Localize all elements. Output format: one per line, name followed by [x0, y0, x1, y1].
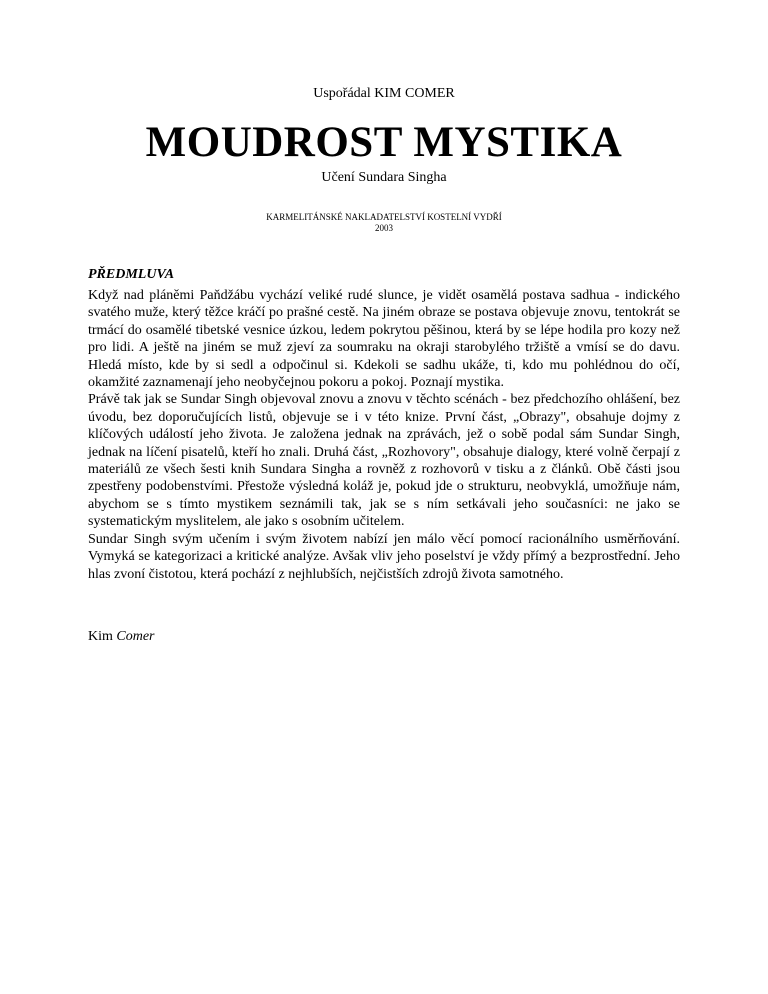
foreword-paragraph-1: Když nad pláněmi Paňdžábu vychází veliké rudé slunce, je vidět osamělá postava sadhua - indického svatého muže, který těžce kráčí po prašné cestě. Na jiném obraze se postava objevuje znovu, tentokrát se trmácí do osamělé tibetské vesnice úzkou, ledem pokrytou pěšinou, která by se lépe hodila pro kozy než pro lidi. A ještě na jiném se muž zjeví za soumraku na okraji starobylého tržiště a vmísí se do davu. Hledá místo, kde by si sedl a odpočinul si. Kdekoli se sadhu ukáže, ti, kdo mu pohlédnou do očí, okamžité zaznamenají jeho neobyčejnou pokoru a pokoj. Poznají mystika. — [88, 288, 680, 391]
signature-first-name: Kim — [88, 629, 113, 644]
signature-surname: Comer — [116, 629, 155, 644]
publisher-name: KARMELITÁNSKÉ NAKLADATELSTVÍ KOSTELNÍ VYDŘÍ — [266, 212, 502, 222]
publication-year: 2003 — [375, 223, 393, 233]
foreword-body — [88, 287, 680, 583]
book-subtitle: Učení Sundara Singha — [321, 170, 447, 185]
foreword-paragraph-3: Sundar Singh svým učením i svým životem nabízí jen málo věcí pomocí racionálního usměrňování. Vymyká se kategorizaci a kritické analýze. Avšak vliv jeho poselství je vždy přímý a bezprostřední. Jeho hlas zvoní čistotou, která pochází z nejhlubších, nejčistších zdrojů života samotného. — [88, 531, 680, 582]
compiled-by-line: Uspořádal KIM COMER — [313, 86, 455, 101]
foreword-paragraph-2: Právě tak jak se Sundar Singh objevoval znovu a znovu v těchto scénách - bez předchozího ohlášení, bez úvodu, bez doporučujících listů, objevuje se i v této knize. První část, „Obrazy", obsahuje dojmy z klíčových událostí jeho života. Je založena jednak na zprávách, jež o sobě podal sám Sundar Singh, jednak na líčení pisatelů, kteří ho znali. Druhá část, „Rozhovory", obsahuje dialogy, které volně čerpají z materiálů ze všech šesti knih Sundara Singha a rovněž z rozhovorů v tisku a z článků. Obě části jsou zpestřeny podobenstvími. Přestože výsledná koláž je, pokud jde o strukturu, neobvyklá, umožňuje nám, abychom se s tímto mystikem seznámili tak, jak se s ním setkávali jeho současníci: ne jako se systematickým myslitelem, ale jako s osobním učitelem. — [88, 392, 680, 530]
publisher-block — [0, 212, 768, 234]
foreword-signature — [88, 629, 155, 645]
foreword-heading: PŘEDMLUVA — [88, 267, 175, 282]
book-title: MOUDROST MYSTIKA — [145, 119, 623, 166]
